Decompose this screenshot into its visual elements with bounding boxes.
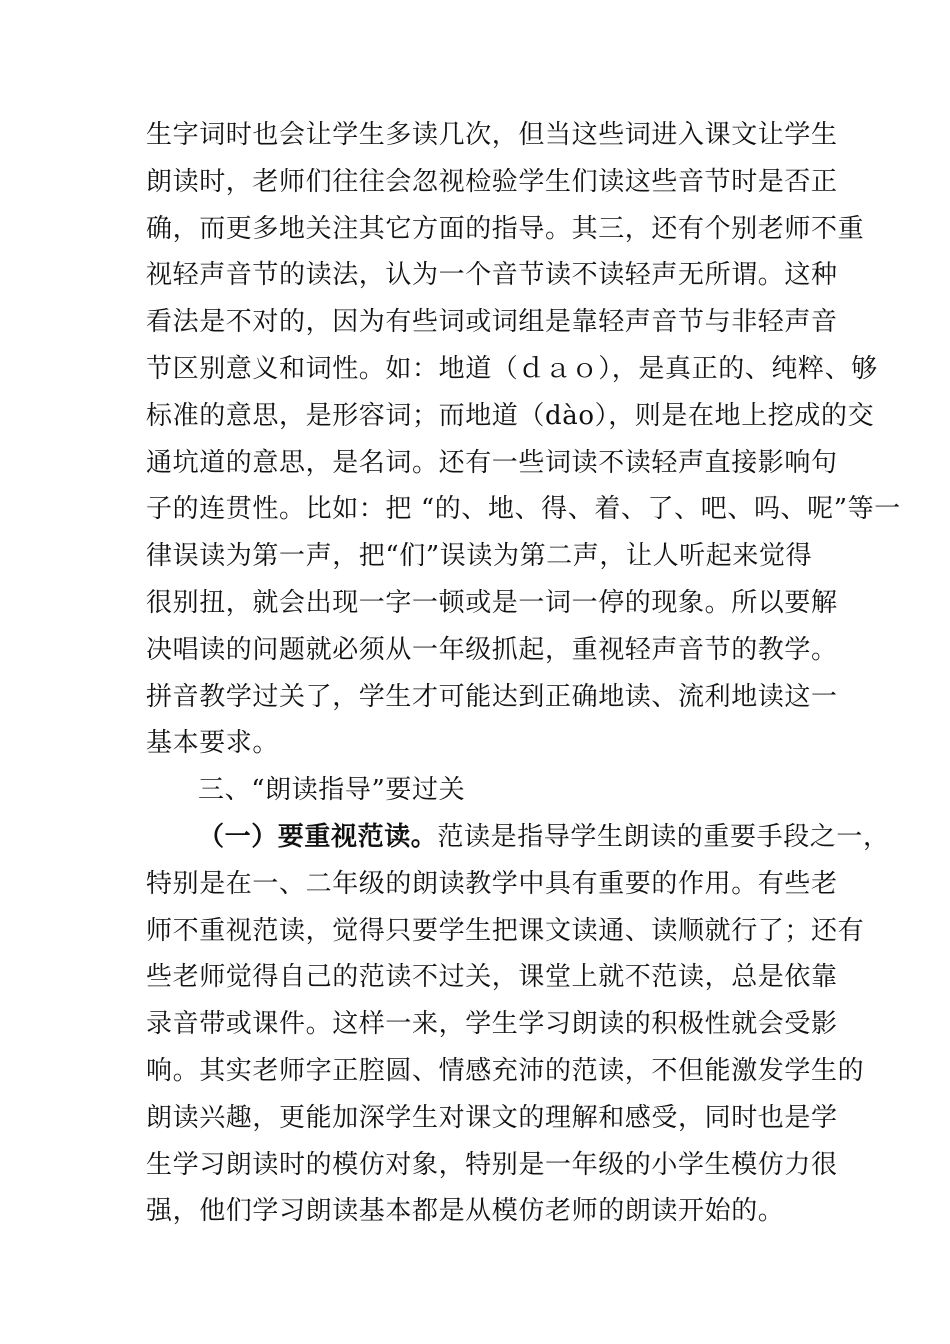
text-line: 节区别意义和词性。如：地道（ｄａｏ），是真正的、纯粹、够 xyxy=(146,353,878,384)
text-line: 特别是在一、二年级的朗读教学中具有重要的作用。有些老 xyxy=(146,868,838,899)
subsection-title: （一）要重视范读。 xyxy=(198,821,438,852)
text-line: 拼音教学过关了，学生才可能达到正确地读、流利地读这一 xyxy=(146,681,838,712)
text-line: 朗读时，老师们往往会忽视检验学生们读这些音节时是否正 xyxy=(146,166,838,197)
text-line: 生字词时也会让学生多读几次，但当这些词进入课文让学生 xyxy=(146,120,838,150)
text-line: 律误读为第一声，把“们”误读为第二声，让人听起来觉得 xyxy=(146,541,813,572)
section-heading: 三、“朗读指导”要过关 xyxy=(198,775,466,806)
text-line: 些老师觉得自己的范读不过关，课堂上就不范读，总是依靠 xyxy=(146,962,838,993)
text-line: 很别扭，就会出现一字一顿或是一词一停的现象。所以要解 xyxy=(146,587,838,618)
text-line: 确，而更多地关注其它方面的指导。其三，还有个别老师不重 xyxy=(146,213,865,244)
text-line: 决唱读的问题就必须从一年级抓起，重视轻声音节的教学。 xyxy=(146,634,838,665)
text-line: 子的连贯性。比如：把 “的、地、得、着、了、吧、吗、呢”等一 xyxy=(146,494,901,525)
text-line: 响。其实老师字正腔圆、情感充沛的范读，不但能激发学生的 xyxy=(146,1055,865,1086)
text-line: 标准的意思，是形容词；而地道（dào），则是在地上挖成的交 xyxy=(146,400,875,431)
text-line: 朗读兴趣，更能加深学生对课文的理解和感受，同时也是学 xyxy=(146,1102,838,1133)
paragraph-first-line xyxy=(146,814,890,861)
text-line: 录音带或课件。这样一来，学生学习朗读的积极性就会受影 xyxy=(146,1009,838,1040)
text-line: 看法是不对的，因为有些词或词组是靠轻声音节与非轻声音 xyxy=(146,307,838,338)
text-run: 范读是指导学生朗读的重要手段之一， xyxy=(437,821,890,852)
text-line: 通坑道的意思，是名词。还有一些词读不读轻声直接影响句 xyxy=(146,447,838,478)
text-line: 基本要求。 xyxy=(146,728,280,759)
text-line: 师不重视范读，觉得只要学生把课文读通、读顺就行了；还有 xyxy=(146,915,865,946)
text-line: 生学习朗读时的模仿对象，特别是一年级的小学生模仿力很 xyxy=(146,1149,838,1180)
text-line: 强，他们学习朗读基本都是从模仿老师的朗读开始的。 xyxy=(146,1196,785,1227)
body-text xyxy=(146,112,901,1235)
text-line: 视轻声音节的读法，认为一个音节读不读轻声无所谓。这种 xyxy=(146,260,838,291)
